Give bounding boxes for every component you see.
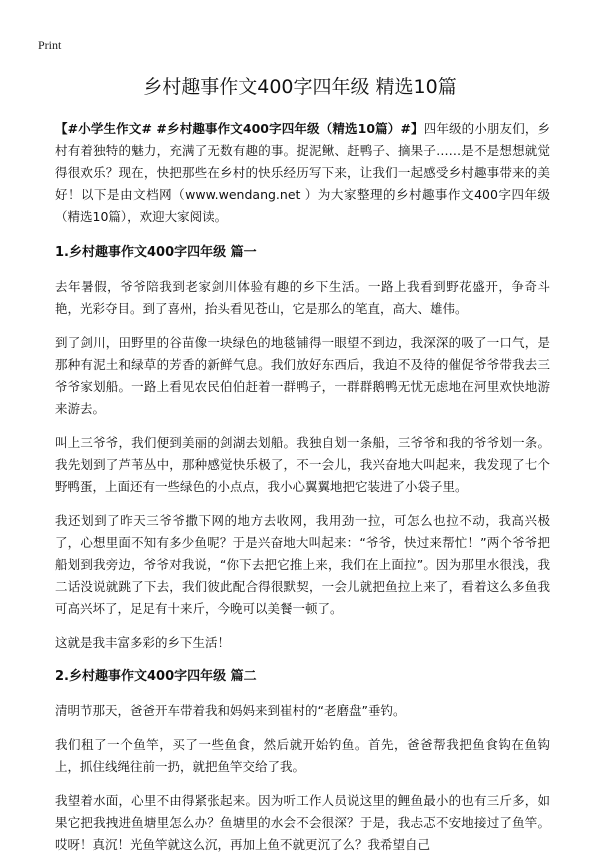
paragraph: 我望着水面，心里不由得紧张起来。因为听工作人员说这里的鲤鱼最小的也有三斤多，如果它把我拽进鱼塘里怎么办？鱼塘里的水会不会很深？于是，我忐忑不安地接过了鱼竿。哎呀！真沉！光鱼竿就这么沉，再加上鱼不就更沉了么？我希望自己: [55, 793, 550, 852]
article-body: [55, 118, 550, 868]
section-heading: 1.乡村趣事作文400字四年级 篇一: [55, 245, 257, 260]
document-title: 乡村趣事作文400字四年级 精选10篇: [143, 76, 457, 98]
paragraph: 去年暑假，爷爷陪我到老家剑川体验有趣的乡下生活。一路上我看到野花盛开，争奇斗艳，光彩夺目。到了喜州，抬头看见苍山，它是那么的笔直，高大、雄伟。: [55, 279, 550, 316]
paragraph: 这就是我丰富多彩的乡下生活！: [55, 635, 231, 650]
intro-tag-line: 【#小学生作文# #乡村趣事作文400字四年级（精选10篇）#】: [55, 121, 424, 136]
intro-paragraph: [55, 118, 550, 228]
paragraph: 我还划到了昨天三爷爷撒下网的地方去收网，我用劲一拉，可怎么也拉不动，我高兴极了，心想里面不知有多少鱼呢？于是兴奋地大叫起来：“爷爷，快过来帮忙！”两个爷爷把船划到我旁边，爷爷对我说，“你下去把它推上来，我们在上面拉”。因为那里水很浅，我二话没说就跳了下去，我们彼此配合得很默契，一会儿就把鱼拉上来了，看着这么多鱼我可高兴坏了，足足有十来斤，今晚可以美餐一顿了。: [55, 513, 550, 616]
paragraph: 叫上三爷爷，我们便到美丽的剑湖去划船。我独自划一条船，三爷爷和我的爷爷划一条。我先划到了芦苇丛中，那种感觉快乐极了，不一会儿，我兴奋地大叫起来，我发现了七个野鸭蛋，上面还有一些绿色的小点点，我小心翼翼地把它装进了小袋子里。: [55, 435, 550, 494]
section-heading: 2.乡村趣事作文400字四年级 篇二: [55, 669, 257, 684]
paragraph: 我们租了一个鱼竿，买了一些鱼食，然后就开始钓鱼。首先，爸爸帮我把鱼食钩在鱼钩上，抓住线绳往前一扔，就把鱼竿交给了我。: [55, 737, 550, 774]
paragraph: 到了剑川，田野里的谷苗像一块绿色的地毯铺得一眼望不到边，我深深的吸了一口气，是那种有泥土和绿草的芳香的新鲜气息。我们放好东西后，我迫不及待的催促爷爷带我去三爷爷家划船。一路上看见农民伯伯赶着一群鸭子，一群群鹅鸭无忧无虑地在河里欢快地游来游去。: [55, 335, 550, 416]
print-link[interactable]: Print: [38, 38, 62, 52]
intro-text: 四年级的小朋友们，乡村有着独特的魅力，充满了无数有趣的事。捉泥鳅、赶鸭子、摘果子……是不是想想就觉得很欢乐？现在，快把那些在乡村的快乐经历写下来，让我们一起感受乡村趣事带来的美好！以下是由文档网（www.wendang.net ）为大家整理的乡村趣事作文400字四年级（精选10篇），欢迎大家阅读。: [55, 121, 550, 224]
paragraph: 清明节那天，爸爸开车带着我和妈妈来到崔村的“老磨盘”垂钓。: [55, 703, 406, 718]
section-1: [55, 242, 550, 654]
